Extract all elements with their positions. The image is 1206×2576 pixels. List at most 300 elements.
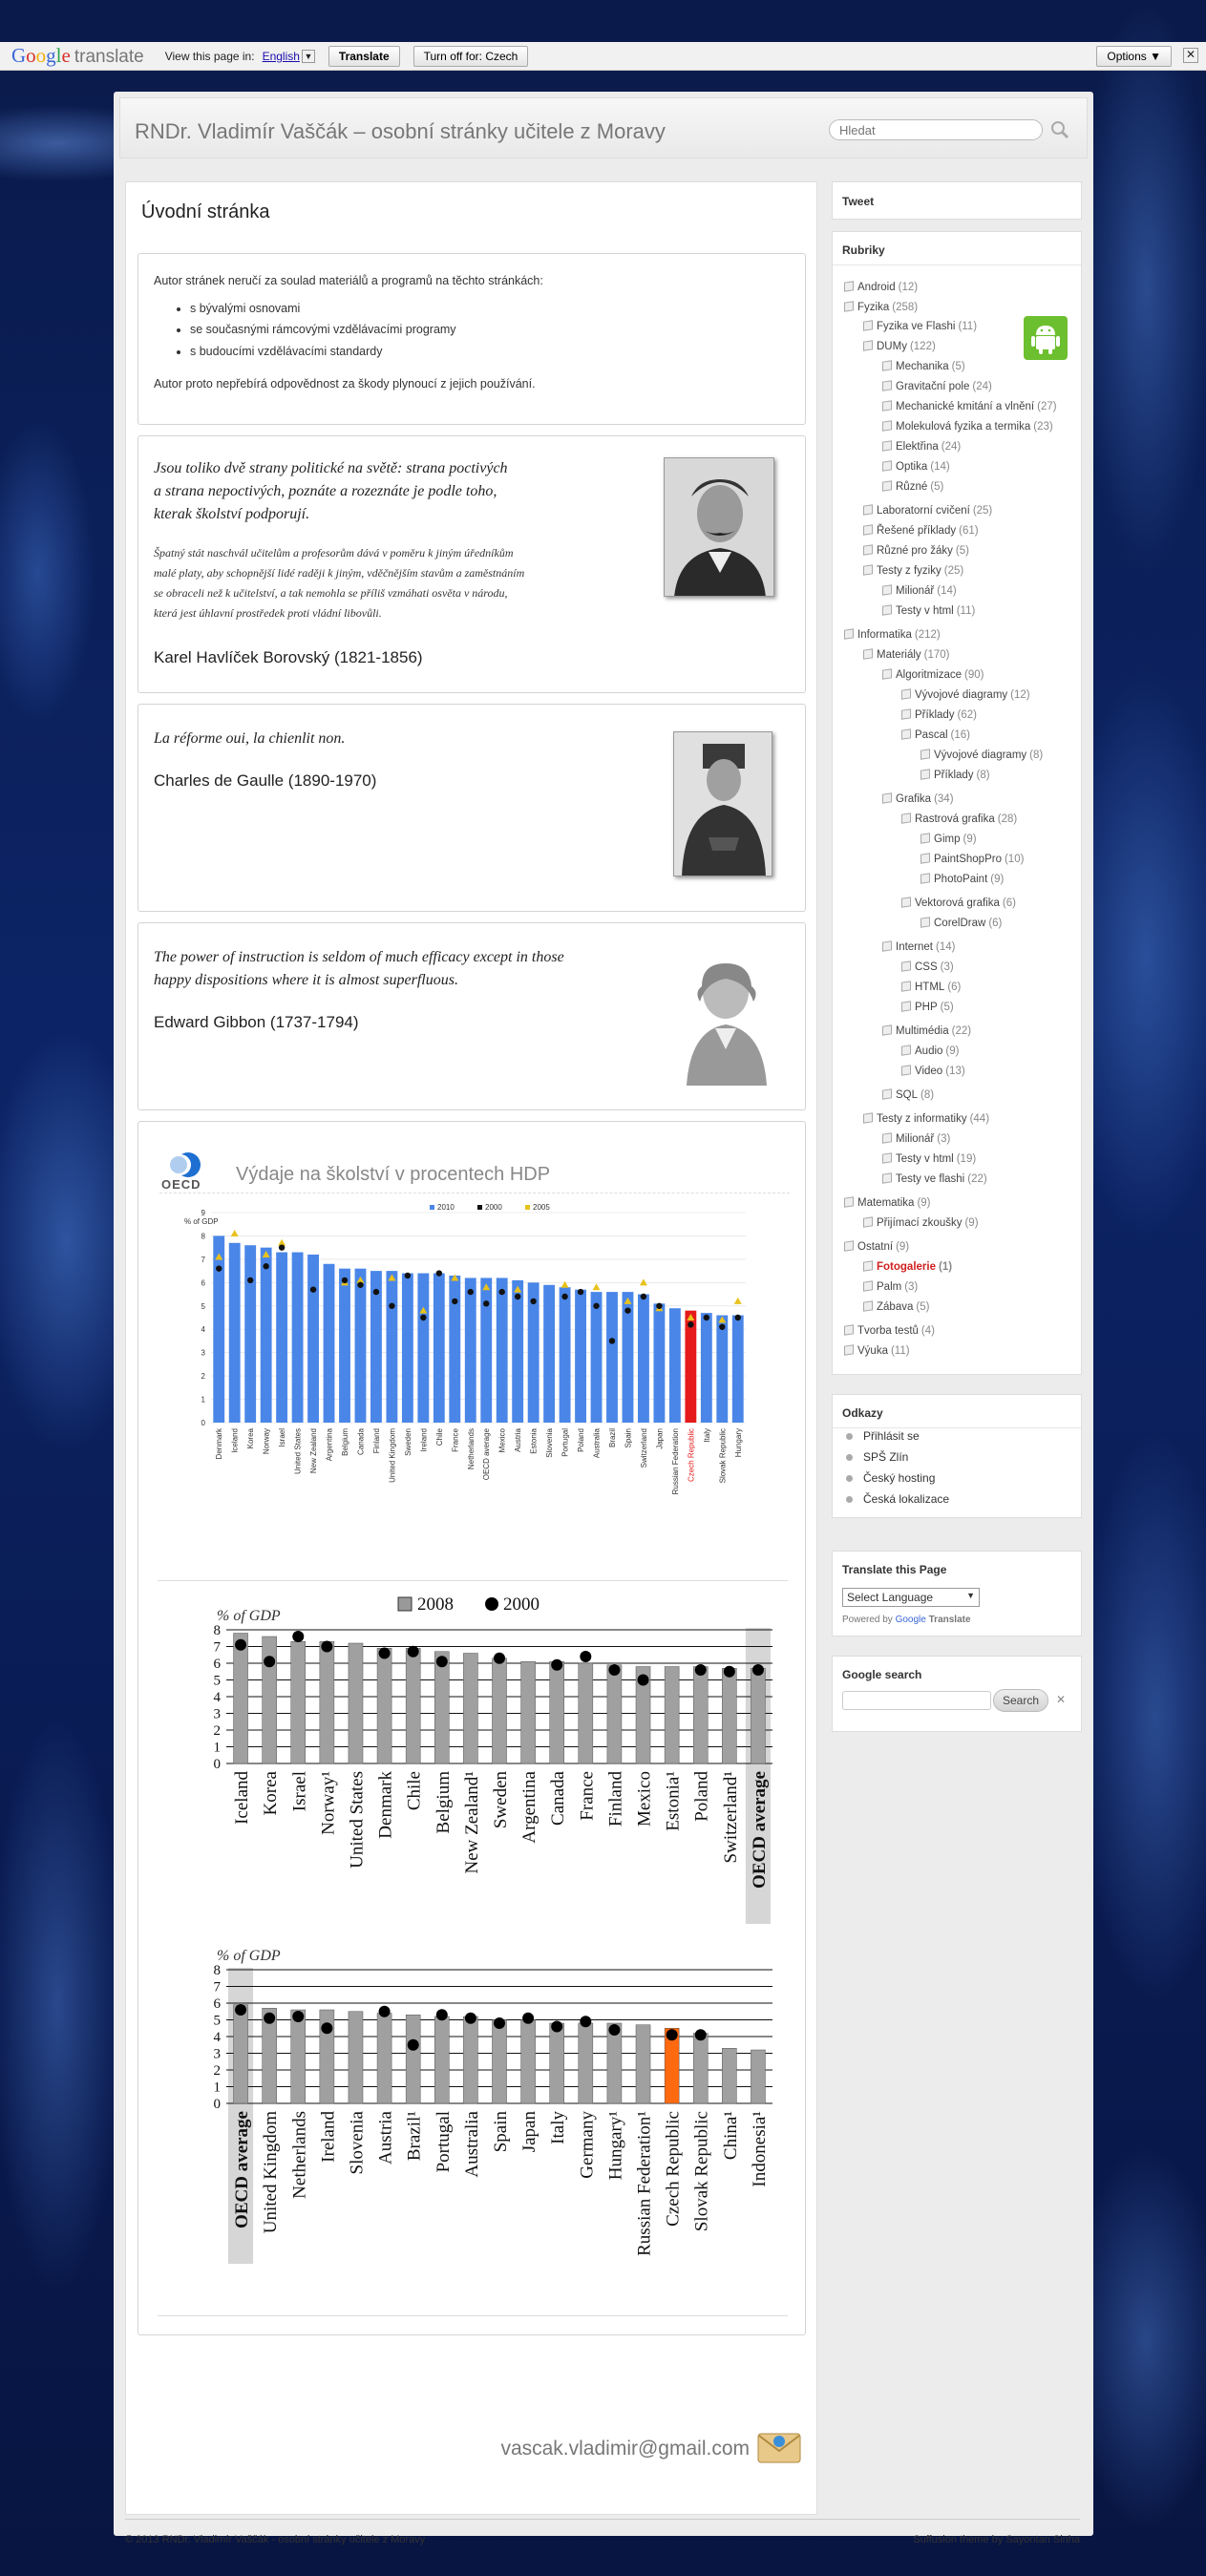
x-tick-label: New Zealand¹	[461, 1771, 482, 1874]
x-tick-label: Argentina	[325, 1428, 334, 1462]
category-item[interactable]	[901, 689, 1030, 701]
category-label: Molekulová fyzika a termika	[896, 421, 1031, 433]
chevron-down-icon[interactable]: ▼	[302, 50, 315, 63]
y-tick-label: 2	[213, 1723, 221, 1739]
y-tick-label: 7	[201, 1255, 205, 1264]
category-label: HTML	[915, 982, 945, 993]
bar	[406, 1648, 420, 1763]
category-item[interactable]	[863, 565, 963, 577]
y-tick-label: 2	[213, 2063, 221, 2079]
marker-2000	[420, 1315, 426, 1320]
search-button[interactable]: Search	[993, 1689, 1048, 1712]
x-tick-label: Ireland	[419, 1428, 429, 1452]
category-item[interactable]	[844, 1345, 910, 1357]
x-tick-label: Australia	[592, 1428, 602, 1459]
quote-subtext: Špatný stát naschvál učitelům a profesorům dává v poměru k jiným úředníkům malé platy, aby schopnější lidé raději k jiným, vděčnějším stavům a zaměstnáním se obraceli než k učitelství, a tak nemohla se příliš vzmáhati osvěta v národu, která jest úhlavní prostředek proti vládní libovůli.	[154, 546, 525, 620]
category-label: PaintShopPro	[934, 854, 1002, 865]
y-tick-label: 3	[201, 1348, 205, 1358]
main-content	[125, 181, 817, 2515]
footer-theme-credit[interactable]: Suffusion theme by Sayontan Sinha	[913, 2534, 1080, 2545]
folder-icon	[844, 1240, 854, 1251]
y-axis-label: % of GDP	[217, 1948, 281, 1964]
category-item[interactable]	[901, 1002, 954, 1013]
link-czech-hosting[interactable]: Český hosting	[863, 1471, 936, 1485]
quote-author: Charles de Gaulle (1890-1970)	[154, 771, 377, 790]
legend-label: 2000	[485, 1203, 502, 1212]
y-tick-label: 1	[213, 1740, 221, 1756]
category-count: (212)	[914, 629, 941, 641]
folder-icon	[901, 813, 911, 823]
category-item[interactable]	[882, 793, 954, 805]
quote-box-gibbon	[138, 922, 806, 1110]
bar	[449, 1276, 460, 1423]
category-label: Tvorba testů	[857, 1325, 919, 1337]
category-count: (44)	[969, 1113, 990, 1125]
folder-icon	[882, 584, 892, 595]
category-item[interactable]	[920, 834, 977, 845]
translate-button[interactable]: Translate	[328, 46, 400, 67]
bar	[636, 2025, 650, 2103]
marker-2000	[580, 1651, 591, 1662]
category-label: Rastrová grafika	[915, 813, 995, 825]
category-label: Grafika	[896, 793, 932, 805]
folder-icon	[844, 281, 854, 291]
portrait-havlicek	[664, 457, 774, 597]
x-tick-label: France	[451, 1428, 460, 1452]
bar	[324, 1264, 335, 1423]
x-tick-label: Korea	[261, 1771, 282, 1816]
category-item[interactable]	[920, 770, 990, 781]
mail-icon[interactable]	[757, 2426, 801, 2464]
list-item: • s budoucími vzdělávacími standardy	[190, 346, 790, 358]
folder-icon	[901, 708, 911, 719]
marker-2000	[624, 1307, 630, 1313]
marker-2000	[379, 2006, 391, 2017]
category-count: (9)	[964, 1217, 979, 1229]
y-tick-label: 3	[213, 1706, 221, 1722]
x-tick-label: Norway¹	[318, 1771, 339, 1835]
marker-2000	[578, 1289, 583, 1295]
category-item[interactable]	[920, 874, 1004, 885]
category-item[interactable]	[901, 1066, 965, 1077]
oecd-header	[159, 1151, 790, 1193]
category-item[interactable]	[863, 545, 969, 557]
category-item[interactable]	[844, 302, 918, 313]
category-count: (9)	[963, 834, 977, 845]
marker-2000	[436, 1656, 448, 1667]
x-tick-label: Canada	[548, 1771, 569, 1826]
marker-2000	[379, 1648, 391, 1659]
y-tick-label: 4	[213, 1690, 221, 1705]
x-tick-label: OECD average	[232, 2111, 253, 2228]
category-item[interactable]	[863, 321, 977, 332]
marker-2000	[724, 1666, 735, 1678]
x-tick-label: Slovak Republic	[718, 1428, 728, 1484]
x-tick-label: Denmark	[375, 1771, 396, 1839]
folder-icon	[920, 917, 930, 927]
marker-2000	[641, 1294, 646, 1299]
category-item[interactable]	[882, 1173, 987, 1185]
legend-swatch	[430, 1205, 434, 1210]
marker-2000	[530, 1299, 536, 1304]
x-tick-label: Ireland	[318, 2111, 339, 2163]
clear-search-icon[interactable]: ✕	[1056, 1693, 1067, 1706]
marker-2000	[561, 1294, 567, 1299]
bar	[349, 2012, 363, 2103]
category-count: (28)	[997, 813, 1018, 825]
category-label: Elektřina	[896, 441, 939, 453]
category-item[interactable]	[863, 1301, 929, 1313]
marker-2000	[695, 1664, 707, 1676]
category-item[interactable]	[901, 897, 1016, 909]
category-label: Vývojové diagramy	[934, 750, 1027, 761]
category-label: CorelDraw	[934, 918, 986, 929]
category-item[interactable]	[901, 729, 970, 741]
category-count: (6)	[1002, 897, 1016, 909]
bar	[521, 2020, 536, 2104]
select-language-dropdown[interactable]: Select Language ▼	[842, 1588, 980, 1607]
category-label: Pascal	[915, 729, 948, 741]
folder-icon	[882, 668, 892, 679]
marker-2000	[263, 1263, 268, 1269]
marker-2000	[609, 1338, 615, 1343]
marker-2005	[734, 1298, 742, 1304]
marker-2005	[640, 1278, 647, 1285]
category-label: Fyzika ve Flashi	[877, 321, 956, 332]
x-tick-label: Belgium	[341, 1428, 349, 1456]
folder-icon	[882, 1024, 892, 1035]
x-tick-label: Switzerland	[639, 1428, 648, 1468]
bar	[751, 2050, 765, 2103]
y-tick-label: 9	[201, 1209, 205, 1217]
categories-widget	[832, 231, 1082, 1375]
bar	[550, 2023, 564, 2103]
x-tick-label: Switzerland¹	[720, 1771, 741, 1864]
bar	[665, 1667, 679, 1764]
x-tick-label: Japan	[519, 2111, 540, 2153]
category-label: Gimp	[934, 834, 961, 845]
marker-2000	[465, 2013, 476, 2024]
folder-icon	[863, 1112, 873, 1123]
categories-title: Rubriky	[833, 232, 1081, 265]
folder-icon	[882, 1088, 892, 1099]
category-item[interactable]	[882, 941, 955, 953]
folder-icon	[882, 940, 892, 951]
marker-2000	[551, 2021, 562, 2033]
bar	[244, 1245, 256, 1423]
y-tick-label: 1	[213, 2080, 221, 2096]
category-label: Testy v html	[896, 1153, 954, 1165]
category-item[interactable]	[863, 1217, 979, 1229]
folder-icon	[844, 1324, 854, 1335]
category-item[interactable]	[901, 982, 961, 993]
category-item[interactable]	[844, 1197, 931, 1209]
category-item[interactable]	[844, 1241, 909, 1253]
category-item[interactable]	[844, 629, 941, 641]
x-tick-label: Poland	[577, 1428, 586, 1452]
bar	[480, 1277, 492, 1423]
y-tick-label: 0	[201, 1419, 205, 1427]
category-label: Různé pro žáky	[877, 545, 953, 557]
marker-2000	[719, 1324, 725, 1330]
category-item[interactable]	[882, 1089, 934, 1101]
folder-icon	[863, 1216, 873, 1227]
bar	[653, 1303, 665, 1423]
category-label: Palm	[877, 1281, 902, 1293]
search-input[interactable]	[829, 119, 1043, 140]
folder-icon	[901, 961, 911, 971]
category-count: (11)	[958, 321, 978, 332]
category-item[interactable]	[863, 1113, 989, 1125]
category-label: Testy z informatiky	[877, 1113, 967, 1125]
y-tick-label: 2	[201, 1372, 205, 1382]
x-tick-label: Israel	[289, 1771, 310, 1812]
close-icon[interactable]: ✕	[1183, 48, 1198, 63]
options-button[interactable]: Options ▼	[1096, 46, 1172, 67]
category-item[interactable]	[844, 282, 918, 293]
x-tick-label: Denmark	[215, 1428, 224, 1460]
tweet-button[interactable]: Tweet	[842, 195, 875, 208]
marker-2000	[357, 1282, 363, 1288]
x-tick-label: United Kingdom	[261, 2111, 282, 2234]
category-count: (9)	[896, 1241, 910, 1253]
category-count: (22)	[967, 1173, 987, 1185]
category-count: (11)	[890, 1345, 910, 1357]
category-item[interactable]	[882, 381, 992, 392]
legend-label: 2010	[437, 1203, 455, 1212]
x-tick-label: Italy	[702, 1428, 711, 1443]
bar	[465, 1277, 476, 1423]
category-label: PHP	[915, 1002, 938, 1013]
legend-swatch	[398, 1597, 412, 1611]
chart-education-spending-2008-b	[138, 1943, 807, 2301]
author-email[interactable]: vascak.vladimir@gmail.com	[500, 2438, 750, 2460]
bar	[701, 1313, 712, 1423]
marker-2000	[593, 1303, 599, 1309]
footer-copyright: © 2013 RNDr. Vladimír Vaščák - osobní stránky učitele z Moravy	[125, 2534, 426, 2545]
category-label: PhotoPaint	[934, 874, 988, 885]
category-label: Mechanické kmitání a vlnění	[896, 401, 1035, 412]
google-search-input[interactable]	[842, 1691, 991, 1710]
marker-2000	[405, 1273, 411, 1278]
oecd-logo-text: OECD	[161, 1177, 201, 1192]
x-tick-label: Poland	[691, 1771, 712, 1822]
bar	[213, 1235, 224, 1423]
category-label: Testy v html	[896, 605, 954, 617]
bar	[463, 1654, 477, 1764]
category-item[interactable]	[901, 709, 977, 721]
category-label: SQL	[896, 1089, 919, 1101]
category-item[interactable]	[882, 481, 943, 493]
x-tick-label: Mexico	[634, 1771, 655, 1827]
google-translate-logo: Google translate	[11, 44, 144, 67]
marker-2000	[408, 2039, 419, 2051]
marker-2000	[580, 2016, 591, 2027]
category-item[interactable]	[863, 1261, 952, 1273]
marker-2000	[752, 1664, 764, 1676]
folder-icon	[882, 400, 892, 411]
category-item[interactable]	[882, 361, 965, 372]
y-tick-label: 0	[213, 2097, 221, 2112]
category-count: (62)	[957, 709, 977, 721]
quote-box-havlicek	[138, 435, 806, 693]
category-label: Optika	[896, 461, 928, 473]
category-count: (3)	[940, 961, 954, 973]
category-item[interactable]	[882, 585, 957, 597]
x-tick-label: Finland	[371, 1428, 381, 1454]
category-item[interactable]	[882, 401, 1057, 412]
bar	[722, 1668, 736, 1763]
language-select[interactable]: English	[262, 49, 300, 63]
y-tick-label: 8	[213, 1963, 221, 1978]
category-label: Milionář	[896, 585, 935, 597]
y-tick-label: 1	[201, 1395, 205, 1404]
google-search-title: Google search	[842, 1668, 922, 1681]
x-tick-label: Iceland	[230, 1428, 240, 1453]
category-label: Android	[857, 282, 896, 293]
y-tick-label: 8	[201, 1232, 205, 1241]
view-page-label: View this page in:	[164, 49, 255, 63]
marker-2000	[436, 2009, 448, 2020]
site-title[interactable]: RNDr. Vladimír Vaščák – osobní stránky učitele z Moravy	[135, 119, 666, 143]
category-count: (61)	[959, 525, 979, 537]
category-count: (12)	[1010, 689, 1030, 701]
category-count: (27)	[1037, 401, 1057, 412]
y-axis-label: % of GDP	[217, 1608, 281, 1624]
category-label: Informatika	[857, 629, 912, 641]
category-label: Audio	[915, 1045, 943, 1057]
marker-2000	[247, 1277, 253, 1283]
bar	[377, 1648, 391, 1763]
category-count: (22)	[951, 1025, 972, 1037]
folder-icon	[844, 628, 854, 639]
marker-2005	[561, 1281, 569, 1288]
category-item[interactable]	[882, 669, 984, 681]
category-count: (90)	[964, 669, 984, 681]
links-title: Odkazy	[833, 1395, 1081, 1428]
x-tick-label: Korea	[246, 1428, 256, 1449]
folder-icon	[901, 1001, 911, 1011]
category-label: Gravitační pole	[896, 381, 970, 392]
category-item[interactable]	[882, 421, 1053, 433]
android-icon	[1024, 316, 1068, 360]
category-item[interactable]	[882, 1025, 971, 1037]
category-item[interactable]	[863, 1281, 918, 1293]
category-count: (16)	[950, 729, 970, 741]
x-tick-label: Austria	[514, 1428, 523, 1452]
x-tick-label: Portugal	[433, 2111, 454, 2173]
legend-swatch	[477, 1205, 482, 1210]
category-count: (3)	[937, 1133, 951, 1145]
marker-2000	[264, 1656, 275, 1667]
category-count: (25)	[943, 565, 964, 577]
x-tick-label: Spain	[624, 1428, 633, 1448]
category-count: (1)	[938, 1261, 953, 1273]
category-label: Materiály	[877, 649, 921, 661]
category-label: Fyzika	[857, 302, 890, 313]
search-icon[interactable]	[1050, 120, 1069, 139]
link-login[interactable]: Přihlásit se	[863, 1429, 920, 1443]
link-sps-zlin[interactable]: SPŠ Zlín	[863, 1450, 909, 1464]
folder-icon	[844, 301, 854, 311]
category-item[interactable]	[901, 813, 1017, 825]
y-tick-label: 7	[213, 1639, 221, 1656]
category-item[interactable]	[882, 1133, 950, 1145]
x-tick-label: Japan	[655, 1428, 665, 1449]
bar	[320, 1641, 334, 1763]
category-label: Laboratorní cvičení	[877, 505, 970, 517]
x-tick-label: Slovenia	[545, 1428, 555, 1458]
bar	[693, 2034, 708, 2104]
bar	[417, 1274, 429, 1423]
category-item[interactable]	[863, 525, 979, 537]
category-item[interactable]	[901, 1045, 959, 1057]
link-czech-localization[interactable]: Česká lokalizace	[863, 1492, 950, 1506]
site-header	[119, 97, 1088, 158]
category-count: (12)	[898, 282, 919, 293]
category-item[interactable]	[863, 505, 992, 517]
quote-author: Karel Havlíček Borovský (1821-1856)	[154, 648, 423, 666]
category-item[interactable]	[882, 441, 961, 453]
folder-icon	[920, 873, 930, 883]
category-item[interactable]	[863, 649, 950, 661]
category-count: (258)	[892, 302, 919, 313]
folder-icon	[882, 604, 892, 615]
category-item[interactable]	[882, 605, 975, 617]
category-item[interactable]	[882, 461, 950, 473]
legend-marker	[485, 1597, 498, 1611]
category-count: (5)	[955, 545, 969, 557]
marker-2000	[279, 1244, 285, 1250]
category-item[interactable]	[844, 1325, 935, 1337]
category-item[interactable]	[863, 341, 936, 352]
folder-icon	[882, 460, 892, 471]
folder-icon	[920, 853, 930, 863]
chevron-down-icon: ▼	[966, 1591, 975, 1600]
folder-icon	[882, 440, 892, 451]
quote-box-degaulle	[138, 704, 806, 912]
marker-2000	[704, 1315, 709, 1320]
bar	[234, 1634, 248, 1764]
marker-2000	[688, 1321, 693, 1327]
folder-icon	[920, 749, 930, 759]
category-label: Zábava	[877, 1301, 914, 1313]
bar	[291, 1641, 306, 1763]
legend-label: 2005	[533, 1203, 550, 1212]
folder-icon	[901, 1065, 911, 1075]
y-tick-label: 8	[213, 1623, 221, 1638]
category-count: (170)	[923, 649, 950, 661]
category-item[interactable]	[920, 854, 1024, 865]
y-tick-label: 6	[213, 1996, 221, 2012]
category-item[interactable]	[901, 961, 954, 973]
marker-2000	[408, 1646, 419, 1658]
category-item[interactable]	[882, 1153, 976, 1165]
bar	[406, 2015, 420, 2103]
bar	[575, 1290, 586, 1423]
category-count: (24)	[941, 441, 962, 453]
turn-off-button[interactable]: Turn off for: Czech	[413, 46, 529, 67]
bar	[386, 1271, 397, 1423]
category-label: Milionář	[896, 1133, 935, 1145]
marker-2000	[483, 1300, 489, 1306]
category-item[interactable]	[920, 750, 1043, 761]
marker-2000	[216, 1265, 222, 1271]
category-item[interactable]	[920, 918, 1002, 929]
marker-2000	[235, 2004, 246, 2016]
bar	[693, 1667, 708, 1764]
folder-icon	[863, 564, 873, 575]
